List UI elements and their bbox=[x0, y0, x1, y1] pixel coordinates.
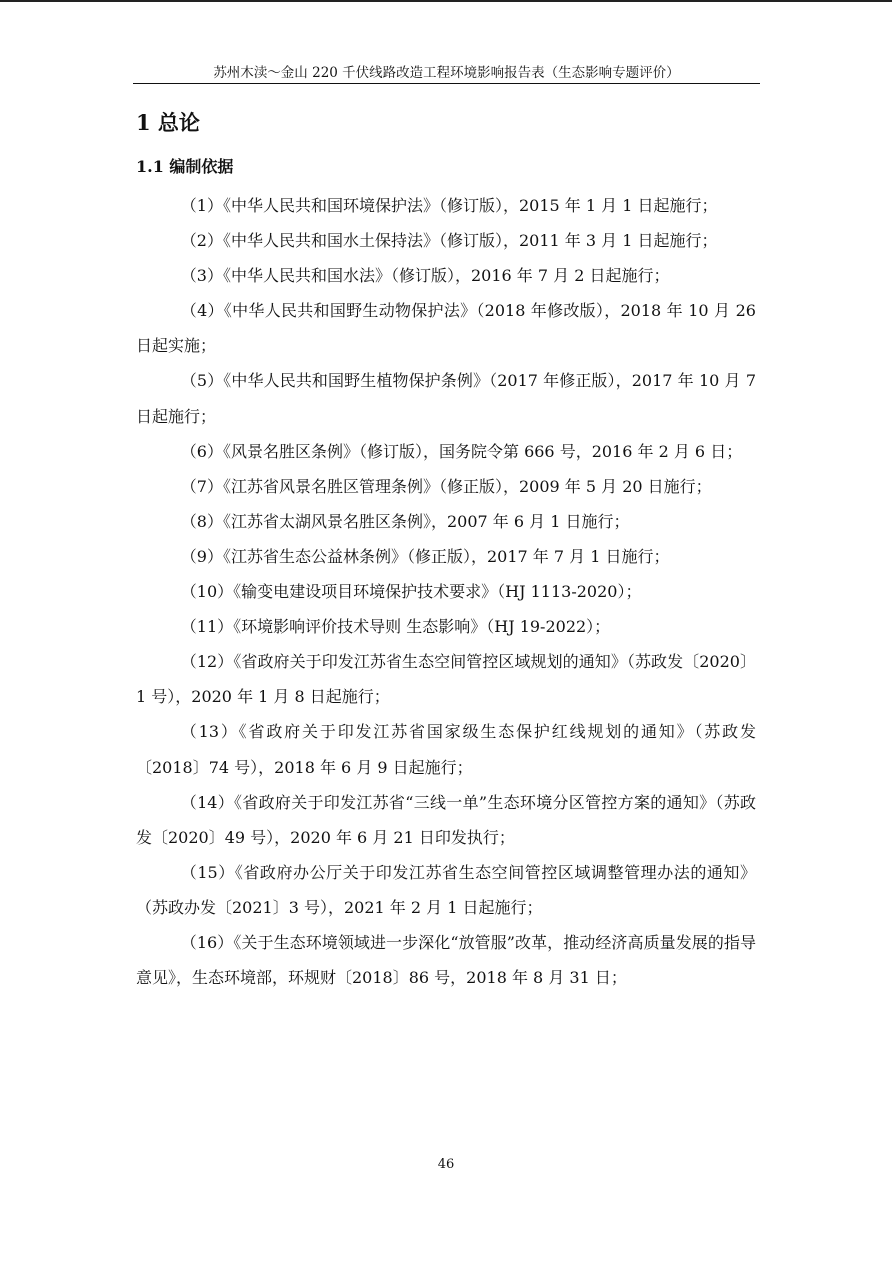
reference-item: （6）《风景名胜区条例》（修订版），国务院令第 666 号，2016 年 2 月 6 日； bbox=[180, 441, 743, 461]
chapter-title: 1 总论 bbox=[136, 110, 200, 135]
page-header: 苏州木渎～金山 220 千伏线路改造工程环境影响报告表（生态影响专题评价） bbox=[213, 65, 680, 81]
reference-item: （10）《输变电建设项目环境保护技术要求》（HJ 1113-2020）； bbox=[180, 582, 642, 602]
reference-item: （11）《环境影响评价技术导则 生态影响》（HJ 19-2022）； bbox=[180, 617, 611, 637]
reference-item: （14）《省政府关于印发江苏省“三线一单”生态环境分区管控方案的通知》（苏政发〔2020〕49 号），2020 年 6 月 21 日印发执行； bbox=[136, 792, 756, 847]
reference-item: （2）《中华人民共和国水土保持法》（修订版），2011 年 3 月 1 日起施行； bbox=[180, 231, 718, 251]
top-border bbox=[0, 0, 892, 2]
reference-item: （3）《中华人民共和国水法》（修订版），2016 年 7 月 2 日起施行； bbox=[180, 266, 670, 286]
page-number: 46 bbox=[437, 1157, 455, 1172]
reference-item: （13）《省政府关于印发江苏省国家级生态保护红线规划的通知》（苏政发〔2018〕74 号），2018 年 6 月 9 日起施行； bbox=[136, 722, 756, 777]
reference-item: （16）《关于生态环境领域进一步深化“放管服”改革，推动经济高质量发展的指导意见》，生态环境部，环规财〔2018〕86 号，2018 年 8 月 31 日； bbox=[136, 932, 756, 988]
section-title: 1.1 编制依据 bbox=[136, 157, 234, 176]
reference-item: （12）《省政府关于印发江苏省生态空间管控区域规划的通知》（苏政发〔2020〕1 号），2020 年 1 月 8 日起施行； bbox=[136, 652, 756, 707]
reference-item: （15）《省政府办公厅关于印发江苏省生态空间管控区域调整管理办法的通知》（苏政办发〔2021〕3 号），2021 年 2 月 1 日起施行； bbox=[136, 862, 756, 917]
reference-item: （7）《江苏省风景名胜区管理条例》（修正版），2009 年 5 月 20 日施行； bbox=[180, 476, 712, 496]
reference-item: （4）《中华人民共和国野生动物保护法》（2018 年修改版），2018 年 10 月 26 日起实施； bbox=[136, 301, 756, 356]
reference-item: （1）《中华人民共和国环境保护法》（修订版），2015 年 1 月 1 日起施行； bbox=[180, 196, 718, 215]
reference-item: （8）《江苏省太湖风景名胜区条例》，2007 年 6 月 1 日施行； bbox=[180, 511, 630, 531]
reference-item: （9）《江苏省生态公益林条例》（修正版），2017 年 7 月 1 日施行； bbox=[180, 546, 670, 566]
reference-list bbox=[136, 188, 756, 995]
header-rule bbox=[133, 83, 760, 84]
reference-item: （5）《中华人民共和国野生植物保护条例》（2017 年修正版），2017 年 10 月 7 日起施行； bbox=[136, 371, 756, 426]
